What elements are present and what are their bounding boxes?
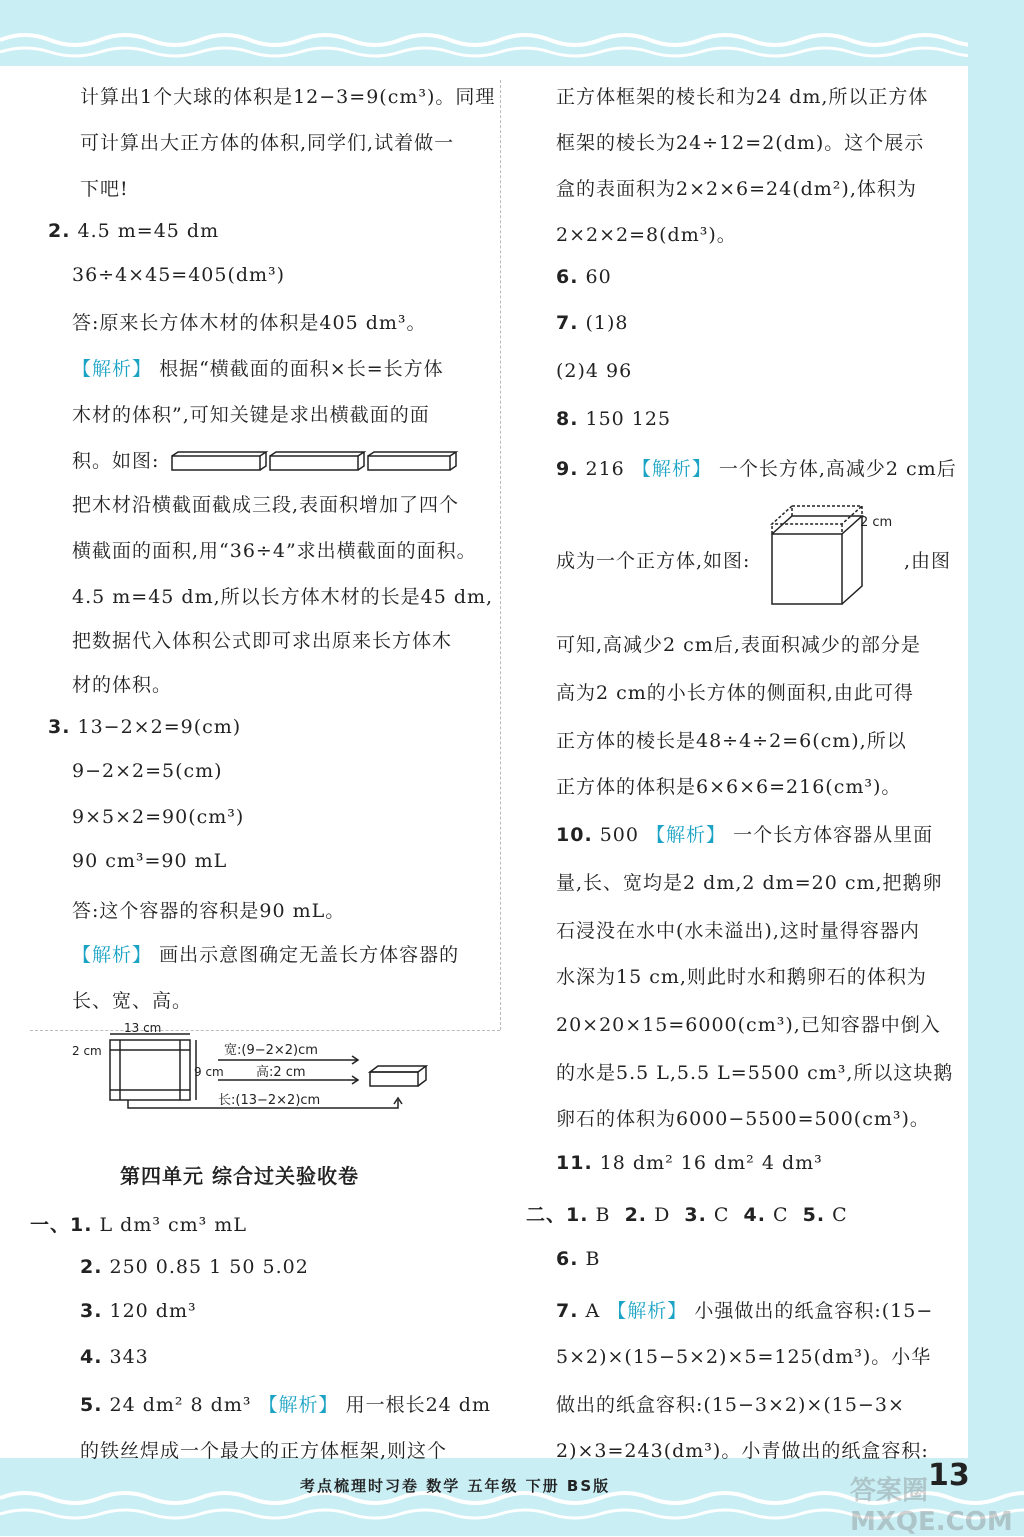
text-line: 把木材沿横截面截成三段,表面积增加了四个	[72, 494, 460, 516]
analysis-text: 一个长方体容器从里面	[733, 824, 934, 846]
text-line: 下吧!	[80, 178, 129, 200]
text-line: 把数据代入体积公式即可求出原来长方体木	[72, 630, 453, 652]
answer-text: 60	[585, 266, 612, 288]
text-line: 盒的表面积为2×2×6=24(dm²),体积为	[556, 178, 917, 200]
answer-text: C	[773, 1204, 789, 1226]
section-label: 一、1.	[30, 1214, 93, 1236]
analysis-line	[72, 940, 459, 967]
text-line: 量,长、宽均是2 dm,2 dm=20 cm,把鹅卵	[556, 872, 943, 894]
right-border	[968, 0, 1024, 1536]
section-label: 二、1.	[526, 1204, 589, 1226]
question-number: 3.	[48, 716, 71, 738]
answer-text: L dm³ cm³ mL	[99, 1214, 247, 1236]
answer-3	[48, 716, 241, 738]
text-line: 横截面的面积,用“36÷4”求出横截面的面积。	[72, 540, 477, 562]
question-number: 2.	[624, 1204, 648, 1226]
text-line: 正方体框架的棱长和为24 dm,所以正方体	[556, 86, 929, 108]
answer-text: (1)8	[585, 312, 629, 334]
answer-text: 120 dm³	[109, 1300, 197, 1322]
question-number: 9.	[556, 458, 579, 480]
question-number: 2.	[80, 1256, 103, 1278]
answer-text: C	[713, 1204, 730, 1226]
answer-8	[556, 408, 671, 430]
watermark: 答案圈 MXQE.COM	[850, 1476, 1013, 1537]
text-line: 高为2 cm的小长方体的侧面积,由此可得	[556, 682, 914, 704]
figure-label-length: 13 cm	[124, 1021, 162, 1035]
answer-text: D	[654, 1204, 671, 1226]
question-number: 6.	[556, 266, 579, 288]
column-divider	[500, 80, 501, 1030]
question-number: 5.	[802, 1204, 826, 1226]
top-wave-decoration	[0, 0, 1024, 66]
answer-text: 216	[585, 458, 625, 480]
answer-text: 500	[599, 824, 639, 846]
question-number: 5.	[80, 1394, 103, 1416]
text-span: 积。如图:	[72, 450, 160, 472]
answer-6	[556, 266, 612, 288]
answer-text: B	[595, 1204, 611, 1226]
top-border	[0, 0, 1024, 66]
section-1-q5	[80, 1390, 491, 1417]
question-number: 7.	[556, 312, 579, 334]
answer-7	[556, 312, 629, 334]
analysis-tag: 【解析】	[631, 458, 712, 480]
unit-heading: 第四单元 综合过关验收卷	[120, 1164, 359, 1188]
text-line: 水深为15 cm,则此时水和鹅卵石的体积为	[556, 966, 927, 988]
analysis-text: 一个长方体,高减少2 cm后	[718, 458, 957, 480]
question-number: 4.	[743, 1204, 766, 1226]
text-line: 5×2)×(15−5×2)×5=125(dm³)。小华	[556, 1346, 932, 1368]
figure-label-gao: 高:2 cm	[256, 1065, 306, 1080]
question-number: 6.	[556, 1248, 579, 1270]
text-line: (2)4 96	[556, 360, 633, 382]
text-line: 20×20×15=6000(cm³),已知容器中倒入	[556, 1014, 941, 1036]
text-line: 可知,高减少2 cm后,表面积减少的部分是	[556, 634, 921, 656]
section-2-row	[526, 1200, 848, 1227]
figure-label-width: 9 cm	[194, 1065, 224, 1079]
analysis-text: 小强做出的纸盒容积:(15−	[694, 1300, 934, 1322]
answer-text: 250 0.85 1 50 5.02	[109, 1256, 309, 1278]
analysis-tag: 【解析】	[646, 824, 727, 846]
text-line: 答:原来长方体木材的体积是405 dm³。	[72, 312, 427, 334]
analysis-text: 根据“横截面的面积×长=长方体	[159, 358, 444, 380]
question-number: 11.	[556, 1152, 593, 1174]
answer-text: 4.5 m=45 dm	[77, 220, 220, 242]
figure-label-chang: 长:(13−2×2)cm	[218, 1093, 321, 1108]
text-line: 的铁丝焊成一个最大的正方体框架,则这个	[80, 1440, 448, 1462]
analysis-text: 画出示意图确定无盖长方体容器的	[159, 944, 460, 966]
answer-text: A	[585, 1300, 601, 1322]
text-line: 可计算出大正方体的体积,同学们,试着做一	[80, 132, 455, 154]
question-number: 3.	[80, 1300, 103, 1322]
analysis-line	[72, 354, 444, 381]
text-line: ,由图	[904, 550, 952, 572]
section-1-q1	[30, 1210, 247, 1237]
analysis-tag: 【解析】	[607, 1300, 688, 1322]
text-line: 框架的棱长为24÷12=2(dm)。这个展示	[556, 132, 925, 154]
text-line: 长、宽、高。	[72, 990, 193, 1012]
page-number: 13	[928, 1458, 970, 1493]
text-line: 答:这个容器的容积是90 mL。	[72, 900, 346, 922]
footer-text: 考点梳理时习卷 数学 五年级 下册 BS版	[300, 1477, 611, 1495]
text-line: 36÷4×45=405(dm³)	[72, 264, 286, 286]
text-line: 4.5 m=45 dm,所以长方体木材的长是45 dm,	[72, 586, 494, 608]
answer-text: 18 dm² 16 dm² 4 dm³	[599, 1152, 823, 1174]
container-net-figure	[68, 1021, 448, 1120]
text-line: 计算出1个大球的体积是12−3=9(cm³)。同理	[80, 86, 496, 108]
question-number: 8.	[556, 408, 579, 430]
answer-11	[556, 1152, 823, 1174]
section-1-q2	[80, 1256, 309, 1278]
text-line: 2)×3=243(dm³)。小青做出的纸盒容积:	[556, 1440, 929, 1462]
text-line: 2×2×2=8(dm³)。	[556, 224, 737, 246]
answer-10	[556, 820, 933, 847]
question-number: 4.	[80, 1346, 103, 1368]
question-number: 3.	[684, 1204, 707, 1226]
answer-text: 13−2×2=9(cm)	[77, 716, 242, 738]
section-1-q4	[80, 1346, 149, 1368]
text-line: 正方体的棱长是48÷4÷2=6(cm),所以	[556, 730, 907, 752]
text-line: 石浸没在水中(水未溢出),这时量得容器内	[556, 920, 920, 942]
section-1-q3	[80, 1300, 197, 1322]
text-line: 卵石的体积为6000−5500=500(cm³)。	[556, 1108, 930, 1130]
text-line: 的水是5.5 L,5.5 L=5500 cm³,所以这块鹅	[556, 1062, 954, 1084]
section-2-q6	[556, 1248, 600, 1270]
question-number: 10.	[556, 824, 593, 846]
text-line: 木材的体积”,可知关键是求出横截面的面	[72, 404, 430, 426]
answer-9	[556, 454, 957, 481]
figure-label-kuan: 宽:(9−2×2)cm	[224, 1043, 318, 1058]
answer-text: 24 dm² 8 dm³	[109, 1394, 252, 1416]
answer-text: 150 125	[585, 408, 672, 430]
text-line: 成为一个正方体,如图:	[556, 550, 751, 572]
answer-text: B	[585, 1248, 601, 1270]
question-number: 7.	[556, 1300, 579, 1322]
analysis-tag: 【解析】	[258, 1394, 339, 1416]
text-line	[72, 446, 460, 474]
answer-text: 343	[109, 1346, 149, 1368]
text-line: 90 cm³=90 mL	[72, 850, 228, 872]
cube-label: 2 cm	[860, 515, 893, 530]
wood-segments-figure	[170, 450, 460, 474]
text-line: 正方体的体积是6×6×6=216(cm³)。	[556, 776, 902, 798]
cube-figure	[764, 500, 914, 610]
answer-text: C	[832, 1204, 848, 1226]
figure-label-corner: 2 cm	[72, 1044, 102, 1058]
analysis-tag: 【解析】	[72, 358, 153, 380]
text-line: 9−2×2=5(cm)	[72, 760, 223, 782]
text-line: 9×5×2=90(cm³)	[72, 806, 245, 828]
text-line: 做出的纸盒容积:(15−3×2)×(15−3×	[556, 1394, 905, 1416]
text-line: 材的体积。	[72, 674, 173, 696]
analysis-tag: 【解析】	[72, 944, 153, 966]
answer-2	[48, 220, 219, 242]
section-2-q7	[556, 1296, 933, 1323]
question-number: 2.	[48, 220, 71, 242]
analysis-text: 用一根长24 dm	[345, 1394, 491, 1416]
